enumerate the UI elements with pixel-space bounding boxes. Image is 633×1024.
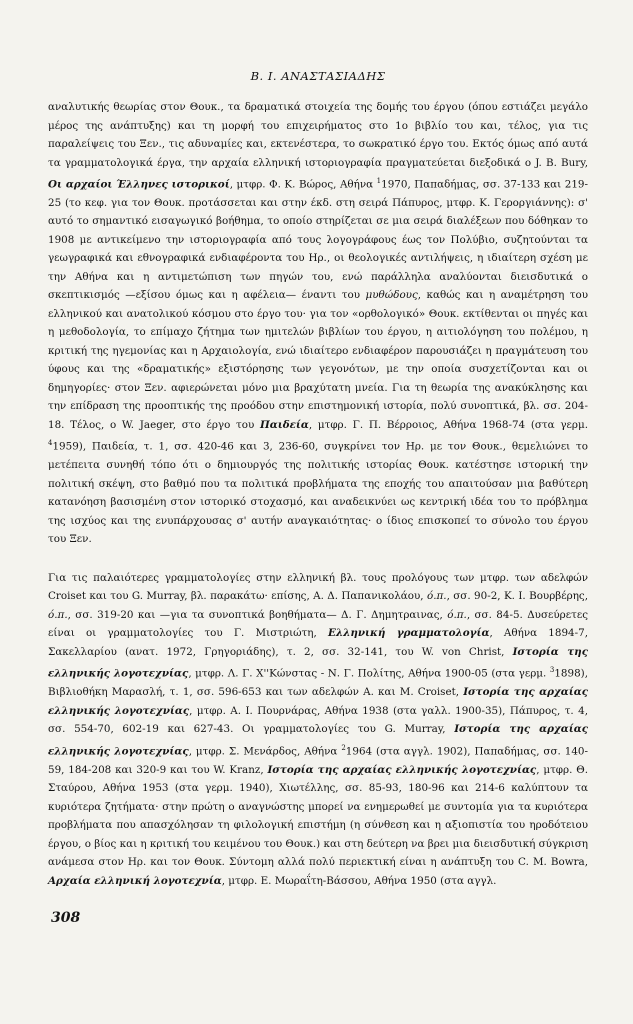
text-run: Για τις παλαιότερες γραμματολογίες στην ελληνική βλ. τους προλόγους των μτφρ. των αδελφών Croiset και του G. Murray, βλ. παρακάτω· επίσης, Α. Δ. Παπανικολάου, [48, 571, 588, 603]
text-run: , σσ. 90-2, Κ. Ι. Βουρβέρης, [446, 590, 588, 603]
text-run: , μτφρ. Θ. Σταύρου, Αθήνα 1953 (στα γερμ. 1940), Χιωτέλλης, σσ. 85-93, 180-96 και 214-6 καλύπτουν τα κυριότερα ζητήματα· στην πρώτη ο αναγνώστης μπορεί να ενημερωθεί με συντομία για τα κυριότερα προβλήματα που απασχόλησαν τη φιλολογική επιστήμη (η σύνθεση και η αξιοπιστία του ηροδότειου έργου, ο βίος και η κριτική του κειμένου του Θουκ.) και στη δεύτερη να βρει μια διεισδυτική σύγκριση ανάμεσα στον Ηρ. και τον Θουκ. Σύντομη αλλά πολύ περιεκτική είναι η ανάπτυξη του C. M. Bowra, [48, 763, 588, 869]
book-title-bury: Οι αρχαίοι Έλληνες ιστορικοί [48, 178, 230, 191]
page-body [48, 64, 588, 890]
italic-op-cit: ό.π. [48, 608, 68, 621]
text-run: , μτφρ. Φ. Κ. Βώρος, Αθήνα [229, 178, 377, 191]
text-run: 1964 (στα αγγλ. 1902), Παπαδήμας, σσ. 140-59, 184-208 και 320-9 και του W. Kranz, [48, 745, 588, 776]
text-run: , καθώς και η αναμέτρηση του ελληνικού και ανατολικού κόσμου στο έργο του· για τον «ορθολογικό» Θουκ. εκτίθενται οι πηγές και η μεθοδολογία, το επίμαχο ζήτημα των ημιτελών βιβλίων του έργου, η αιτιολόγηση του πολέμου, η κριτική της ηγεμονίας και η Αρχαιολογία, ενώ ιδιαίτερο ενδιαφέρον παρουσιάζει η πραγμάτευση του ύφους και της «δραματικής» εξιστόρησης των γεγονότων, με την οποία συσχετίζονται και οι δημηγορίες· στον Ξεν. αφιερώνεται μόνο μια βραχύτατη μνεία. Για τη θεωρία της ανακύκλησης και την επίδραση της προοπτικής της προόδου στην επιστημονική ιστορία, πολύ συνοπτικά, βλ. σσ. 204-18. Τέλος, ο W. Jaeger, στο έργο του [48, 289, 589, 431]
italic-op-cit: ό.π. [426, 590, 447, 603]
edition-mark: 3 [549, 666, 555, 675]
book-title: Ιστορία της αρχαίας ελληνικής λογοτεχνίας [48, 723, 588, 758]
text-run: , μτφρ. Ε. Μωραΐτη-Βάσσου, Αθήνα 1950 (στα αγγλ. [221, 874, 497, 887]
book-title: Ιστορία της ελληνικής λογοτεχνίας [48, 645, 588, 680]
edition-mark: 2 [341, 743, 346, 752]
text-run: , μτφρ. Γ. Π. Βέρροιος, Αθήνα 1968-74 (στα γερμ. [308, 418, 588, 431]
paragraph-bibliography [48, 569, 588, 890]
italic-term: μυθώδους [365, 289, 418, 302]
text-run: αναλυτικής θεωρίας στον Θουκ., τα δραματικά στοιχεία της δομής του έργου (όπου εστιάζει μεγάλο μέρος της ανάπτυξης) και τη μορφή του επιχειρήματος στο 1ο βιβλίο του και, τέλος, για τις παραλείψεις του Ξεν., τις αδυναμίες και, εκτενέστερα, το σωκρατικό έργο του. Εκτός όμως από αυτά τα γραμματολογικά έργα, την αρχαία ελληνική ιστοριογραφία πραγματεύεται διεξοδικά ο J. B. Bury, [48, 101, 588, 169]
book-title: Αρχαία ελληνική λογοτεχνία [48, 874, 222, 887]
book-title: Ελληνική γραμματολογία [327, 627, 490, 640]
italic-op-cit: ό.π. [447, 608, 467, 621]
edition-mark: 4 [48, 439, 53, 448]
text-run: 1970, Παπαδήμας, σσ. 37-133 και 219-25 (το κεφ. για τον Θουκ. προτάσσεται και στην έκδ. στη σειρά Πάπυρος, μτφρ. Κ. Γεροργιάννης): σ' αυτό το σημαντικό εισαγωγικό βοήθημα, το οποίο στηρίζεται σε μια σειρά διαλέξεων που δόθηκαν το 1908 με αντικείμενο την ιστοριογραφία από τους λογογράφους έως τον Πολύβιο, συζητούνται τα γεωγραφικά και εθνογραφικά ενδιαφέροντα του Ηρ., οι θεολογικές αντιλήψεις, η ιδιαίτερη σχέση με την Αθήνα και η αντιμετώπιση των πηγών του, ενώ παράλληλα αναλύονται διεισδυτικά ο σκεπτικισμός —εξίσου όμως και η αφέλεια— έναντι του [48, 178, 589, 302]
text-run: 1898), Βιβλιοθήκη Μαρασλή, τ. 1, σσ. 596-653 και των αδελφών Α. και Μ. Croiset, [48, 667, 588, 699]
book-title-paideia: Παιδεία [259, 418, 309, 431]
page-number: 308 [51, 910, 81, 926]
text-run: , σσ. 319-20 και —για τα συνοπτικά βοηθήματα— Δ. Γ. Δημητραινας, [67, 608, 448, 621]
text-run: 1959), Παιδεία, τ. 1, σσ. 420-46 και 3, 236-60, συγκρίνει τον Ηρ. με τον Θουκ., θεμελιώνει το μετέπειτα συνηθή τόπο ότι ο δημιουργός της πολιτικής ιστορίας Θουκ. κατέστησε ιστορική την πολιτική σκέψη, στο βαθμό που τα πολιτικά προβλήματα της εποχής του απαιτούσαν μια βαθύτερη κατανόηση βασισμένη στον ιστορικό στοχασμό, και αναδεικνύει ως κεντρική ιδέα του το πρόβλημα της ισχύος και της ενυπάρχουσας σ' αυτήν αναγκαιότητας· ο ίδιος επισκοπεί το σύνολο του έργου του Ξεν. [48, 440, 588, 546]
running-header: Β. Ι. ΑΝΑΣΤΑΣΙΑΔΗΣ [250, 69, 386, 83]
text-run: , μτφρ. Λ. Γ. Χ''Κώνστας - Ν. Γ. Πολίτης, Αθήνα 1900-05 (στα γερμ. [188, 667, 550, 680]
text-run: , μτφρ. Σ. Μενάρδος, Αθήνα [188, 745, 342, 758]
book-title: Ιστορία της αρχαίας ελληνικής λογοτεχνίας [267, 763, 537, 776]
text-run: , Αθήνα 1894-7, Σακελλαρίου (ανατ. 1972, Γρηγοριάδης), τ. 2, σσ. 32-141, του W. von Christ, [48, 627, 588, 658]
paragraph-main [48, 98, 588, 549]
paragraph-gap [48, 549, 588, 569]
edition-mark: 1 [376, 177, 382, 185]
book-title: Ιστορία της αρχαίας ελληνικής λογοτεχνίας [48, 686, 588, 717]
text-run: , σσ. 84-5. Δυσεύρετες είναι οι γραμματολογίες του Γ. Μιστριώτη, [48, 608, 588, 640]
text-run: , μτφρ. Α. Ι. Πουρνάρας, Αθήνα 1938 (στα γαλλ. 1900-35), Πάπυρος, τ. 4, σσ. 554-70, 602-19 και 627-43. Οι γραμματολογίες του G. Murray, [48, 704, 588, 736]
